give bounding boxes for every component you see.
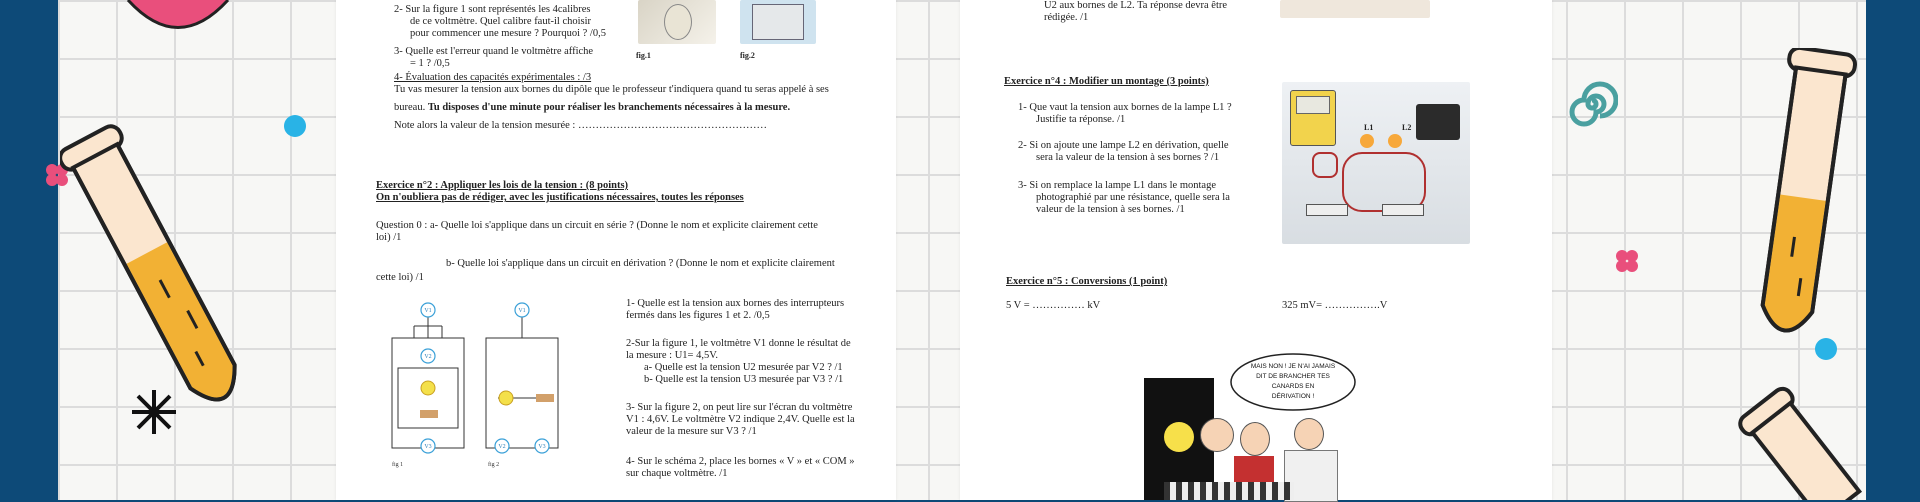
q3-line: 3- Quelle est l'erreur quand le voltmètre affiche bbox=[394, 46, 594, 57]
right-worksheet-page bbox=[960, 0, 1552, 500]
question-4: 4- Sur le schéma 2, place les bornes « V » et « COM » bbox=[626, 456, 855, 467]
svg-text:DIT DE BRANCHER TES: DIT DE BRANCHER TES bbox=[1256, 373, 1330, 380]
ex4-question-3: 3- Si on remplace la lampe L1 dans le montage bbox=[1018, 180, 1216, 191]
ex4-question-3: photographié par une résistance, quelle sera la bbox=[1036, 192, 1230, 203]
voltmeter-photo bbox=[638, 0, 716, 44]
question-0b: b- Quelle loi s'applique dans un circuit en dérivation ? (Donne le nom et explicite clairement bbox=[446, 258, 835, 269]
meter-label: V1 bbox=[518, 308, 526, 314]
question-2a: a- Quelle est la tension U2 mesurée par V2 ? /1 bbox=[644, 362, 843, 373]
meter-label: V1 bbox=[424, 308, 432, 314]
circuit-fig-label: fig 1 bbox=[392, 462, 404, 468]
cartoon-illustration bbox=[1144, 352, 1384, 500]
question-3: valeur de la mesure sur V3 ? /1 bbox=[626, 426, 757, 437]
svg-text:DÉRIVATION !: DÉRIVATION ! bbox=[1271, 393, 1315, 400]
spiral-icon bbox=[1566, 78, 1618, 130]
exercise-5-title: Exercice n°5 : Conversions (1 point) bbox=[1006, 276, 1168, 287]
ex4-question-1: 1- Que vaut la tension aux bornes de la lampe L1 ? bbox=[1018, 102, 1232, 113]
conversion-2: 325 mV= …………….V bbox=[1282, 300, 1388, 311]
sparkle-icon bbox=[130, 388, 178, 436]
fig-label: fig.1 bbox=[636, 51, 651, 60]
eval-answer-line: Note alors la valeur de la tension mesurée : ……………………………………………… bbox=[394, 120, 767, 131]
flask-bulb-icon bbox=[118, 0, 238, 40]
left-worksheet-page bbox=[336, 0, 896, 500]
meter-label: V2 bbox=[424, 354, 432, 360]
flower-icon bbox=[1614, 248, 1640, 274]
meter-label: V3 bbox=[424, 444, 432, 450]
question-4: sur chaque voltmètre. /1 bbox=[626, 468, 728, 479]
conversion-1: 5 V = …………… kV bbox=[1006, 300, 1101, 311]
q3-line: = 1 ? /0,5 bbox=[410, 58, 450, 69]
q2-line: de ce voltmètre. Quel calibre faut-il choisir bbox=[410, 16, 592, 27]
question-0a: Question 0 : a- Quelle loi s'applique dans un circuit en série ? (Donne le nom et explicite clairement cette bbox=[376, 220, 818, 231]
previous-question-line: U2 aux bornes de L2. Ta réponse devra être bbox=[1044, 0, 1228, 11]
test-tube-icon bbox=[1740, 48, 1870, 348]
voltmeter-photo bbox=[740, 0, 816, 44]
eval-text: bureau. Tu disposes d'une minute pour réaliser les branchements nécessaires à la mesure. bbox=[394, 102, 791, 113]
exercise-2-title: Exercice n°2 : Appliquer les lois de la tension : (8 points) bbox=[376, 180, 629, 191]
question-1: 1- Quelle est la tension aux bornes des interrupteurs bbox=[626, 298, 845, 309]
question-2b: b- Quelle est la tension U3 mesurée par V3 ? /1 bbox=[644, 374, 844, 385]
circuit-fig-label: fig 2 bbox=[488, 462, 500, 468]
question-3: V1 : 4,6V. Le voltmètre V2 indique 2,4V. Quelle est la bbox=[626, 414, 855, 425]
lamp-label: L1 bbox=[1364, 123, 1374, 132]
ex4-question-1: Justifie ta réponse. /1 bbox=[1036, 114, 1126, 125]
lamp-label: L2 bbox=[1402, 123, 1412, 132]
question-2: 2-Sur la figure 1, le voltmètre V1 donne le résultat de bbox=[626, 338, 851, 349]
meter-label: V2 bbox=[498, 444, 506, 450]
question-1: fermés dans les figures 1 et 2. /0,5 bbox=[626, 310, 770, 321]
q2-line: pour commencer une mesure ? Pourquoi ? /0,5 bbox=[410, 28, 606, 39]
circuit-photo bbox=[1282, 82, 1470, 244]
previous-question-line: rédigée. /1 bbox=[1044, 12, 1089, 23]
q2-line: 2- Sur la figure 1 sont représentés les 4calibres bbox=[394, 4, 591, 15]
ex4-question-3: valeur de la tension à ses bornes. /1 bbox=[1036, 204, 1185, 215]
fig-label: fig.2 bbox=[740, 51, 755, 60]
svg-text:CANARDS EN: CANARDS EN bbox=[1271, 383, 1315, 390]
ex4-question-2: 2- Si on ajoute une lampe L2 en dérivation, quelle bbox=[1018, 140, 1229, 151]
question-2: la mesure : U1= 4,5V. bbox=[626, 350, 719, 361]
exercise-2-subtitle: On n'oubliera pas de rédiger, avec les justifications nécessaires, toutes les réponses bbox=[376, 192, 744, 203]
svg-text:MAIS NON ! JE N'AI JAMAIS: MAIS NON ! JE N'AI JAMAIS bbox=[1250, 363, 1336, 370]
speech-bubble bbox=[1228, 352, 1358, 414]
meter-label: V3 bbox=[538, 444, 546, 450]
question-3: 3- Sur la figure 2, on peut lire sur l'écran du voltmètre bbox=[626, 402, 853, 413]
ex4-question-2: sera la valeur de la tension à ses bornes ? /1 bbox=[1036, 152, 1220, 163]
question-0a: loi) /1 bbox=[376, 232, 402, 243]
circuit-diagrams bbox=[376, 298, 576, 468]
question-0b: cette loi) /1 bbox=[376, 272, 424, 283]
test-tube-icon bbox=[1720, 380, 1870, 500]
eval-text: Tu vas mesurer la tension aux bornes du dipôle que le professeur t'indiquera quand tu seras appelé à ses bbox=[394, 84, 829, 95]
exercise-4-title: Exercice n°4 : Modifier un montage (3 points) bbox=[1004, 76, 1209, 87]
eval-title: 4- Évaluation des capacités expérimentales : /3 bbox=[394, 72, 592, 83]
cartoon-photo-top bbox=[1280, 0, 1430, 18]
blue-dot-icon bbox=[284, 115, 306, 137]
